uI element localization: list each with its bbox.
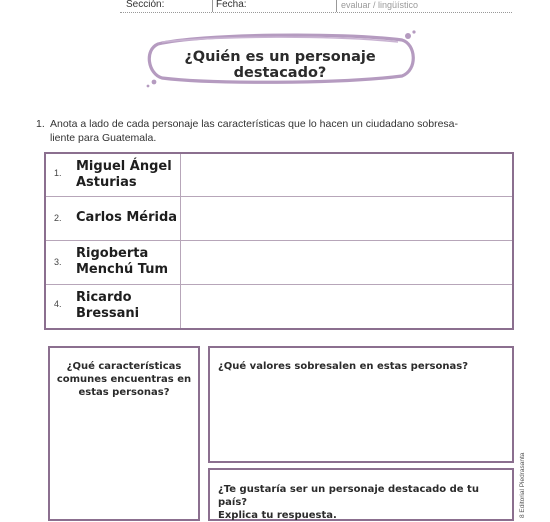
row-number: 1. (54, 168, 62, 178)
table-row (46, 154, 512, 197)
header-underline (120, 12, 512, 13)
row-number: 2. (54, 213, 62, 223)
prompt-line: ¿Te gustaría ser un personaje destacado de tu país? (218, 484, 479, 508)
common-traits-box[interactable] (48, 346, 200, 521)
question-number: 1. (36, 118, 45, 130)
name-line: Bressani (76, 306, 140, 321)
prompt-line: Explica tu respuesta. (218, 510, 337, 521)
person-name (76, 210, 180, 226)
copyright-text: 8 Editorial Piedrasanta (519, 452, 526, 518)
prompt-line: estas personas? (78, 387, 170, 398)
date-label: Fecha: (216, 0, 247, 10)
page-title: ¿Quién es un personaje destacado? (184, 49, 376, 81)
table-row (46, 241, 512, 285)
box-prompt: ¿Qué valores sobresalen en estas personas? (218, 361, 468, 372)
wish-box[interactable] (208, 468, 514, 521)
values-box[interactable] (208, 346, 514, 463)
name-cell (46, 285, 181, 328)
title-bubble (140, 30, 420, 90)
name-line: Menchú Tum (76, 262, 168, 277)
prompt-line: comunes encuentras en (56, 374, 192, 385)
name-line: Rigoberta (76, 246, 149, 261)
name-cell (46, 241, 181, 284)
person-name (76, 246, 180, 278)
question-line: liente para Guatemala. (50, 131, 157, 144)
question-line: Anota a lado de cada personaje las características que lo hacen un ciudadano sobresa- (50, 118, 459, 130)
name-line: Miguel Ángel (76, 159, 172, 174)
copyright-note (519, 420, 531, 518)
box-prompt (50, 360, 198, 399)
person-name (76, 290, 180, 322)
name-line: Ricardo (76, 290, 132, 305)
table-row (46, 285, 512, 328)
row-number: 3. (54, 257, 62, 267)
header-strip (0, 0, 550, 16)
evaluate-hint: evaluar / lingüístico (341, 0, 419, 10)
name-cell (46, 197, 181, 240)
box-prompt (218, 483, 508, 522)
names-table (44, 152, 514, 330)
name-line: Carlos Mérida (76, 210, 178, 225)
divider (212, 0, 213, 12)
prompt-line: ¿Qué características (66, 361, 182, 372)
section-label: Sección: (126, 0, 165, 10)
question-text (50, 118, 490, 145)
divider (336, 0, 337, 12)
name-line: Asturias (76, 175, 137, 190)
row-number: 4. (54, 299, 62, 309)
name-cell (46, 154, 181, 196)
table-row (46, 197, 512, 241)
person-name (76, 159, 180, 191)
